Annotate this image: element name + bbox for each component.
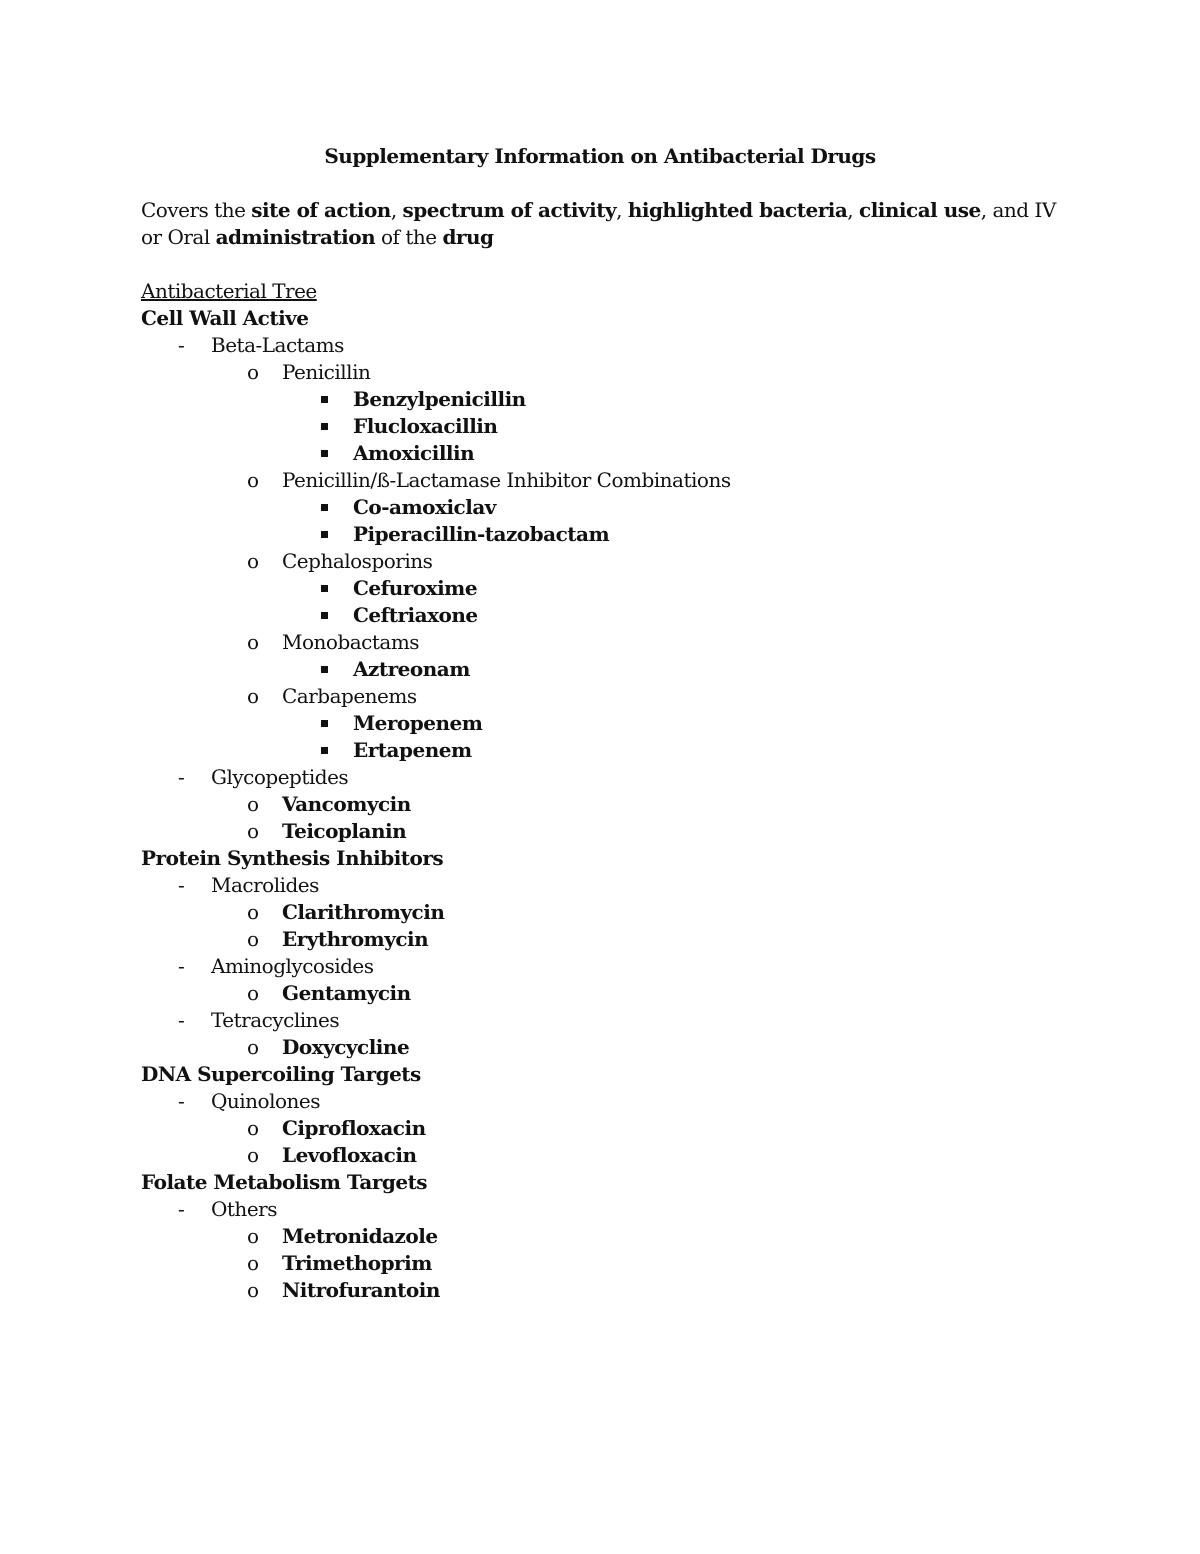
intro-text: , (390, 198, 403, 222)
drug-item (141, 521, 1061, 548)
drug-item (141, 1115, 1061, 1142)
intro-keyword: spectrum of activity (402, 198, 617, 222)
drug-class-item-label: Macrolides (211, 873, 319, 897)
intro-keyword: site of action (251, 198, 391, 222)
drug-class-item-label: Quinolones (211, 1089, 321, 1113)
drug-item (141, 494, 1061, 521)
drug-class-item-label: Others (211, 1197, 277, 1221)
category-heading-label: Folate Metabolism Targets (141, 1170, 428, 1194)
antibacterial-tree (141, 278, 1061, 1304)
square-bullet-icon (321, 423, 328, 430)
drug-item (141, 899, 1061, 926)
drug-item (141, 791, 1061, 818)
category-heading-label: Cell Wall Active (141, 306, 309, 330)
drug-item-label: Co-amoxiclav (353, 495, 496, 519)
drug-class-item (141, 872, 1061, 899)
intro-text: , (847, 198, 860, 222)
drug-group-item (141, 467, 1061, 494)
intro-keyword: clinical use (859, 198, 981, 222)
intro-paragraph (141, 197, 1061, 251)
dash-bullet-icon: - (178, 765, 185, 789)
drug-item-label: Metronidazole (282, 1224, 438, 1248)
dash-bullet-icon: - (178, 1089, 185, 1113)
circle-bullet-icon: o (247, 549, 259, 573)
circle-bullet-icon: o (247, 900, 259, 924)
drug-class-item-label: Tetracyclines (211, 1008, 340, 1032)
square-bullet-icon (321, 504, 328, 511)
circle-bullet-icon: o (247, 630, 259, 654)
drug-item (141, 413, 1061, 440)
drug-class-item (141, 1196, 1061, 1223)
drug-item-label: Doxycycline (282, 1035, 410, 1059)
drug-class-item (141, 332, 1061, 359)
square-bullet-icon (321, 585, 328, 592)
dash-bullet-icon: - (178, 873, 185, 897)
drug-class-item (141, 764, 1061, 791)
dash-bullet-icon: - (178, 954, 185, 978)
drug-item-label: Ciprofloxacin (282, 1116, 426, 1140)
drug-item-label: Cefuroxime (353, 576, 478, 600)
page-title: Supplementary Information on Antibacterial Drugs (324, 144, 876, 168)
drug-item (141, 818, 1061, 845)
drug-item (141, 1277, 1061, 1304)
drug-item (141, 602, 1061, 629)
intro-keyword: drug (442, 225, 494, 249)
drug-item (141, 1142, 1061, 1169)
drug-group-item-label: Cephalosporins (282, 549, 433, 573)
drug-item (141, 1250, 1061, 1277)
drug-item (141, 1223, 1061, 1250)
intro-keyword: highlighted bacteria (627, 198, 848, 222)
circle-bullet-icon: o (247, 819, 259, 843)
drug-item-label: Teicoplanin (282, 819, 407, 843)
drug-item-label: Amoxicillin (353, 441, 475, 465)
circle-bullet-icon: o (247, 1116, 259, 1140)
square-bullet-icon (321, 531, 328, 538)
drug-class-item (141, 953, 1061, 980)
square-bullet-icon (321, 720, 328, 727)
drug-group-item-label: Monobactams (282, 630, 420, 654)
drug-group-item (141, 548, 1061, 575)
intro-keyword: administration (215, 225, 376, 249)
drug-group-item-label: Penicillin (282, 360, 371, 384)
intro-text: , (616, 198, 628, 222)
drug-item-label: Nitrofurantoin (282, 1278, 440, 1302)
circle-bullet-icon: o (247, 792, 259, 816)
drug-group-item (141, 683, 1061, 710)
square-bullet-icon (321, 612, 328, 619)
circle-bullet-icon: o (247, 360, 259, 384)
circle-bullet-icon: o (247, 1143, 259, 1167)
dash-bullet-icon: - (178, 1197, 185, 1221)
circle-bullet-icon: o (247, 1035, 259, 1059)
drug-class-item-label: Beta-Lactams (211, 333, 344, 357)
drug-item (141, 710, 1061, 737)
intro-text: , and IV or Oral (141, 198, 1056, 249)
square-bullet-icon (321, 396, 328, 403)
drug-class-item-label: Glycopeptides (211, 765, 349, 789)
drug-group-item (141, 359, 1061, 386)
drug-group-item (141, 629, 1061, 656)
drug-item (141, 656, 1061, 683)
drug-item-label: Gentamycin (282, 981, 411, 1005)
drug-item-label: Piperacillin-tazobactam (353, 522, 610, 546)
drug-item-label: Levofloxacin (282, 1143, 417, 1167)
intro-text: of the (375, 225, 443, 249)
category-heading-label: DNA Supercoiling Targets (141, 1062, 421, 1086)
intro-text: Covers the (141, 198, 252, 222)
drug-item-label: Flucloxacillin (353, 414, 498, 438)
category-heading (141, 1061, 1061, 1088)
category-heading-label: Protein Synthesis Inhibitors (141, 846, 444, 870)
dash-bullet-icon: - (178, 333, 185, 357)
drug-class-item-label: Aminoglycosides (211, 954, 374, 978)
circle-bullet-icon: o (247, 1278, 259, 1302)
circle-bullet-icon: o (247, 927, 259, 951)
category-heading (141, 845, 1061, 872)
drug-item-label: Trimethoprim (282, 1251, 432, 1275)
circle-bullet-icon: o (247, 981, 259, 1005)
drug-class-item (141, 1088, 1061, 1115)
drug-item-label: Erythromycin (282, 927, 429, 951)
drug-item (141, 926, 1061, 953)
category-heading (141, 1169, 1061, 1196)
category-heading (141, 305, 1061, 332)
circle-bullet-icon: o (247, 1224, 259, 1248)
circle-bullet-icon: o (247, 684, 259, 708)
circle-bullet-icon: o (247, 1251, 259, 1275)
drug-item-label: Vancomycin (282, 792, 411, 816)
drug-item-label: Clarithromycin (282, 900, 445, 924)
drug-item (141, 737, 1061, 764)
drug-class-item (141, 1007, 1061, 1034)
drug-group-item-label: Carbapenems (282, 684, 417, 708)
square-bullet-icon (321, 450, 328, 457)
circle-bullet-icon: o (247, 468, 259, 492)
drug-item (141, 440, 1061, 467)
drug-item-label: Ceftriaxone (353, 603, 478, 627)
drug-item-label: Meropenem (353, 711, 483, 735)
drug-item (141, 1034, 1061, 1061)
tree-heading: Antibacterial Tree (141, 279, 317, 303)
dash-bullet-icon: - (178, 1008, 185, 1032)
square-bullet-icon (321, 666, 328, 673)
drug-item-label: Benzylpenicillin (353, 387, 526, 411)
drug-item (141, 980, 1061, 1007)
drug-item (141, 386, 1061, 413)
drug-item-label: Aztreonam (353, 657, 470, 681)
drug-item (141, 575, 1061, 602)
square-bullet-icon (321, 747, 328, 754)
drug-group-item-label: Penicillin/ß-Lactamase Inhibitor Combinations (282, 468, 731, 492)
drug-item-label: Ertapenem (353, 738, 472, 762)
